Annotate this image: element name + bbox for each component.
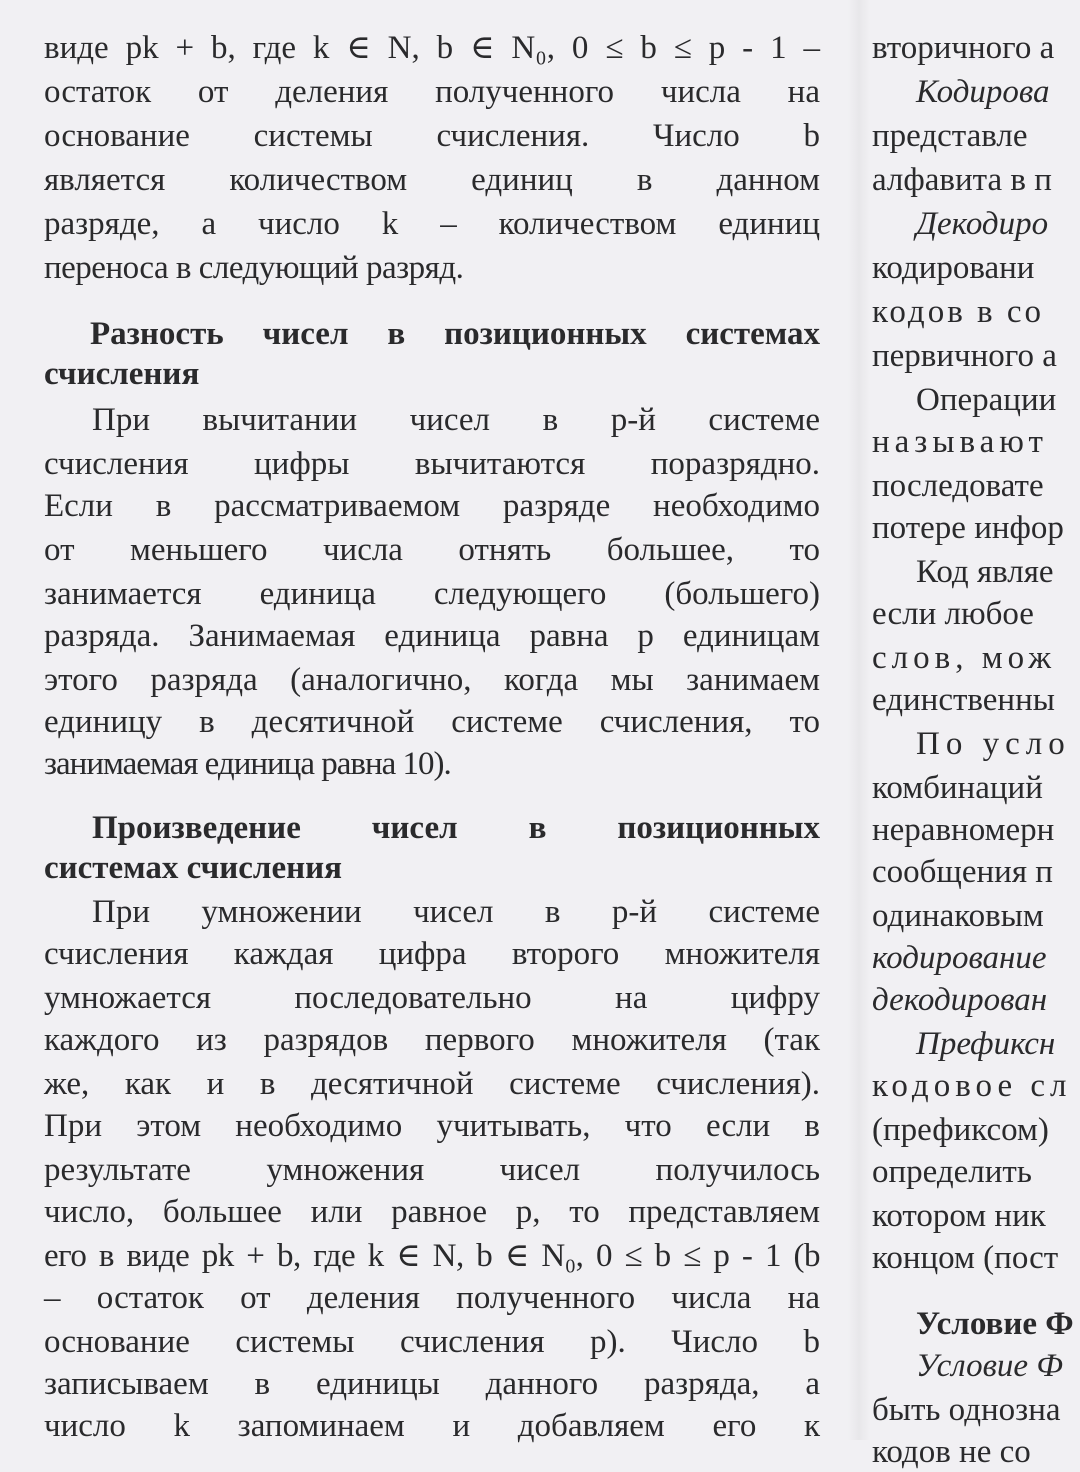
text-line: быть однозна (872, 1392, 1061, 1428)
text-line: счисления цифры вычитаются поразрядно. (44, 446, 820, 482)
text-line: каждого из разрядов первого множителя (так (44, 1022, 820, 1058)
text-line: виде pk + b, где k ∈ N, b ∈ N₀, 0 ≤ b ≤ p - 1 – (44, 30, 820, 66)
text-line: неравномерн (872, 812, 1055, 848)
page-gutter (848, 0, 870, 1440)
text-line: остаток от деления полученного числа на (44, 74, 820, 110)
text-line: Префиксн (916, 1026, 1056, 1062)
text-line: потере инфор (872, 510, 1064, 546)
text-line: единицу в десятичной системе счисления, то (44, 704, 820, 740)
section-heading: Произведение чисел в позиционных (92, 810, 820, 846)
text-line: умножается последовательно на цифру (44, 980, 820, 1016)
text-line: основание системы счисления. Число b (44, 118, 820, 154)
text-line: сообщения п (872, 854, 1053, 890)
text-line: кодов в со (872, 294, 1045, 330)
text-line: последовате (872, 468, 1044, 504)
text-line: кодовое сл (872, 1068, 1072, 1104)
text-line: представле (872, 118, 1028, 154)
text-line: – остаток от деления полученного числа на (44, 1280, 820, 1316)
text-line: разряда. Занимаемая единица равна p единицам (44, 618, 820, 654)
text-line: кодировани (872, 250, 1035, 286)
text-line: одинаковым (872, 898, 1044, 934)
text-line: вторичного а (872, 30, 1055, 66)
text-line: кодирование (872, 940, 1047, 976)
text-line: основание системы счисления p). Число b (44, 1324, 820, 1360)
text-line: алфавита в п (872, 162, 1052, 198)
text-line: При умножении чисел в p-й системе (92, 894, 820, 930)
text-line: результате умножения чисел получилось (44, 1152, 820, 1188)
text-line: занимаемая единица равна 10). (44, 746, 451, 782)
text-line: переноса в следующий разряд. (44, 250, 464, 286)
text-line: если любое (872, 596, 1034, 632)
text-line: Если в рассматриваемом разряде необходимо (44, 488, 820, 524)
text-line: комбинаций (872, 770, 1043, 806)
text-line: его в виде pk + b, где k ∈ N, b ∈ N₀, 0 ≤ b ≤ p - 1 (b (44, 1238, 820, 1274)
text-line: счисления каждая цифра второго множителя (44, 936, 820, 972)
text-line: является количеством единиц в данном (44, 162, 820, 198)
text-line: первичного а (872, 338, 1057, 374)
section-heading: Условие Ф (916, 1306, 1074, 1342)
text-line: этого разряда (аналогично, когда мы занимаем (44, 662, 820, 698)
text-line: Декодиро (916, 206, 1049, 242)
text-line: Операции (916, 382, 1057, 418)
text-line: определить (872, 1154, 1032, 1190)
text-line: Условие Ф (916, 1348, 1063, 1384)
text-line: (префиксом) (872, 1112, 1049, 1148)
text-line: Код являе (916, 554, 1054, 590)
text-line: концом (пост (872, 1240, 1059, 1276)
text-line: число k запоминаем и добавляем его к (44, 1408, 820, 1444)
text-line: от меньшего числа отнять большее, то (44, 532, 820, 568)
text-line: По усло (916, 726, 1071, 762)
section-heading: счисления (44, 356, 200, 392)
text-line: При вычитании чисел в p-й системе (92, 402, 820, 438)
text-line: число, большее или равное p, то представляем (44, 1194, 820, 1230)
text-line: кодов не со (872, 1434, 1031, 1470)
text-line: декодирован (872, 982, 1048, 1018)
text-line: При этом необходимо учитывать, что если в (44, 1108, 820, 1144)
text-line: называют (872, 424, 1048, 460)
section-heading: системах счисления (44, 850, 342, 886)
text-line: слов, мож (872, 640, 1057, 676)
text-line: занимается единица следующего (большего) (44, 576, 820, 612)
text-line: Кодирова (916, 74, 1050, 110)
text-line: разряде, а число k – количеством единиц (44, 206, 820, 242)
text-line: единственны (872, 682, 1055, 718)
text-line: котором ник (872, 1198, 1046, 1234)
section-heading: Разность чисел в позиционных системах (90, 316, 820, 352)
text-line: записываем в единицы данного разряда, а (44, 1366, 820, 1402)
text-line: же, как и в десятичной системе счисления). (44, 1066, 820, 1102)
